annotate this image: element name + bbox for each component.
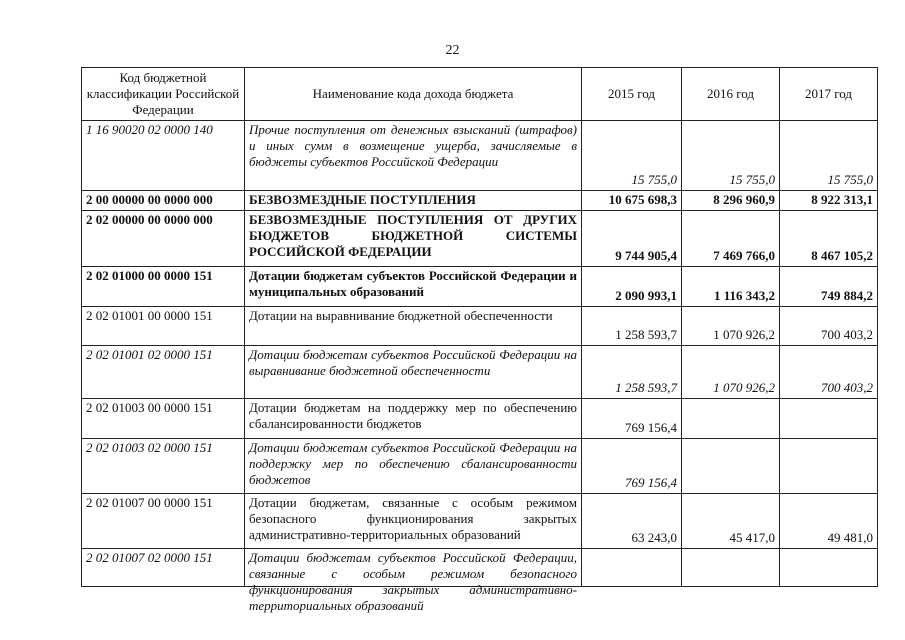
header-code: Код бюджетной классификации Российской Федерации — [82, 68, 245, 121]
row-code: 2 02 00000 00 0000 000 — [82, 211, 245, 267]
row-2017: 49 481,0 — [780, 494, 878, 549]
row-2016: 1 070 926,2 — [682, 307, 780, 346]
row-2016: 15 755,0 — [682, 121, 780, 191]
row-2016: 45 417,0 — [682, 494, 780, 549]
row-code: 2 02 01003 02 0000 151 — [82, 439, 245, 494]
row-name: Дотации бюджетам субъектов Российской Федерации, связанные с особым режимом безопасного функционирования закрытых административно-территориальных образований — [249, 550, 577, 613]
row-2015: 2 090 993,1 — [582, 267, 682, 307]
row-2017: 8 922 313,1 — [780, 191, 878, 211]
row-name: БЕЗВОЗМЕЗДНЫЕ ПОСТУПЛЕНИЯ — [245, 191, 582, 211]
row-2017 — [780, 399, 878, 439]
table-row — [82, 307, 878, 346]
row-code: 1 16 90020 02 0000 140 — [82, 121, 245, 191]
row-code: 2 02 01007 00 0000 151 — [82, 494, 245, 549]
header-2015: 2015 год — [582, 68, 682, 121]
table-row — [82, 121, 878, 191]
row-2017: 749 884,2 — [780, 267, 878, 307]
row-2015: 9 744 905,4 — [582, 211, 682, 267]
row-name: Дотации бюджетам субъектов Российской Федерации на поддержку мер по обеспечению сбалансированности бюджетов — [245, 439, 582, 494]
table-row — [82, 346, 878, 399]
row-2015: 1 258 593,7 — [582, 307, 682, 346]
row-name: Дотации бюджетам на поддержку мер по обеспечению сбалансированности бюджетов — [245, 399, 582, 439]
row-2015: 769 156,4 — [582, 439, 682, 494]
row-2016: 8 296 960,9 — [682, 191, 780, 211]
table-row — [82, 399, 878, 439]
row-code: 2 00 00000 00 0000 000 — [82, 191, 245, 211]
table-row — [82, 494, 878, 549]
budget-revenue-table — [81, 67, 878, 613]
table-row — [82, 549, 878, 587]
row-2017: 700 403,2 — [780, 307, 878, 346]
row-2015: 15 755,0 — [582, 121, 682, 191]
row-2016: 1 070 926,2 — [682, 346, 780, 399]
row-2017: 700 403,2 — [780, 346, 878, 399]
row-code: 2 02 01001 00 0000 151 — [82, 307, 245, 346]
row-name: Дотации бюджетам субъектов Российской Федерации на выравнивание бюджетной обеспеченности — [245, 346, 582, 399]
row-code: 2 02 01000 00 0000 151 — [82, 267, 245, 307]
row-2017: 15 755,0 — [780, 121, 878, 191]
row-name: Дотации бюджетам субъектов Российской Федерации и муниципальных образований — [245, 267, 582, 307]
table-row — [82, 267, 878, 307]
row-name: Прочие поступления от денежных взысканий (штрафов) и иных сумм в возмещение ущерба, зачисляемые в бюджеты субъектов Российской Федерации — [245, 121, 582, 191]
table-row — [82, 211, 878, 267]
row-2015: 63 243,0 — [582, 494, 682, 549]
row-name-cell — [245, 549, 582, 613]
row-2017 — [780, 549, 878, 587]
row-name: Дотации бюджетам, связанные с особым режимом безопасного функционирования закрытых административно-территориальных образований — [245, 494, 582, 549]
row-2016 — [682, 399, 780, 439]
row-name: Дотации на выравнивание бюджетной обеспеченности — [245, 307, 582, 346]
table-header-row — [82, 68, 878, 121]
row-2016: 7 469 766,0 — [682, 211, 780, 267]
row-2015: 769 156,4 — [582, 399, 682, 439]
page-number: 22 — [445, 43, 460, 58]
row-2015: 10 675 698,3 — [582, 191, 682, 211]
row-2016 — [682, 549, 780, 587]
row-2017 — [780, 439, 878, 494]
row-code: 2 02 01003 00 0000 151 — [82, 399, 245, 439]
header-name: Наименование кода дохода бюджета — [245, 68, 582, 121]
row-code: 2 02 01001 02 0000 151 — [82, 346, 245, 399]
row-name: БЕЗВОЗМЕЗДНЫЕ ПОСТУПЛЕНИЯ ОТ ДРУГИХ БЮДЖЕТОВ БЮДЖЕТНОЙ СИСТЕМЫ РОССИЙСКОЙ ФЕДЕРАЦИИ — [245, 211, 582, 267]
row-2015 — [582, 549, 682, 587]
row-code: 2 02 01007 02 0000 151 — [82, 549, 245, 587]
row-2015: 1 258 593,7 — [582, 346, 682, 399]
row-2016 — [682, 439, 780, 494]
row-2017: 8 467 105,2 — [780, 211, 878, 267]
header-2016: 2016 год — [682, 68, 780, 121]
table-row — [82, 191, 878, 211]
header-2017: 2017 год — [780, 68, 878, 121]
table-row — [82, 439, 878, 494]
row-2016: 1 116 343,2 — [682, 267, 780, 307]
